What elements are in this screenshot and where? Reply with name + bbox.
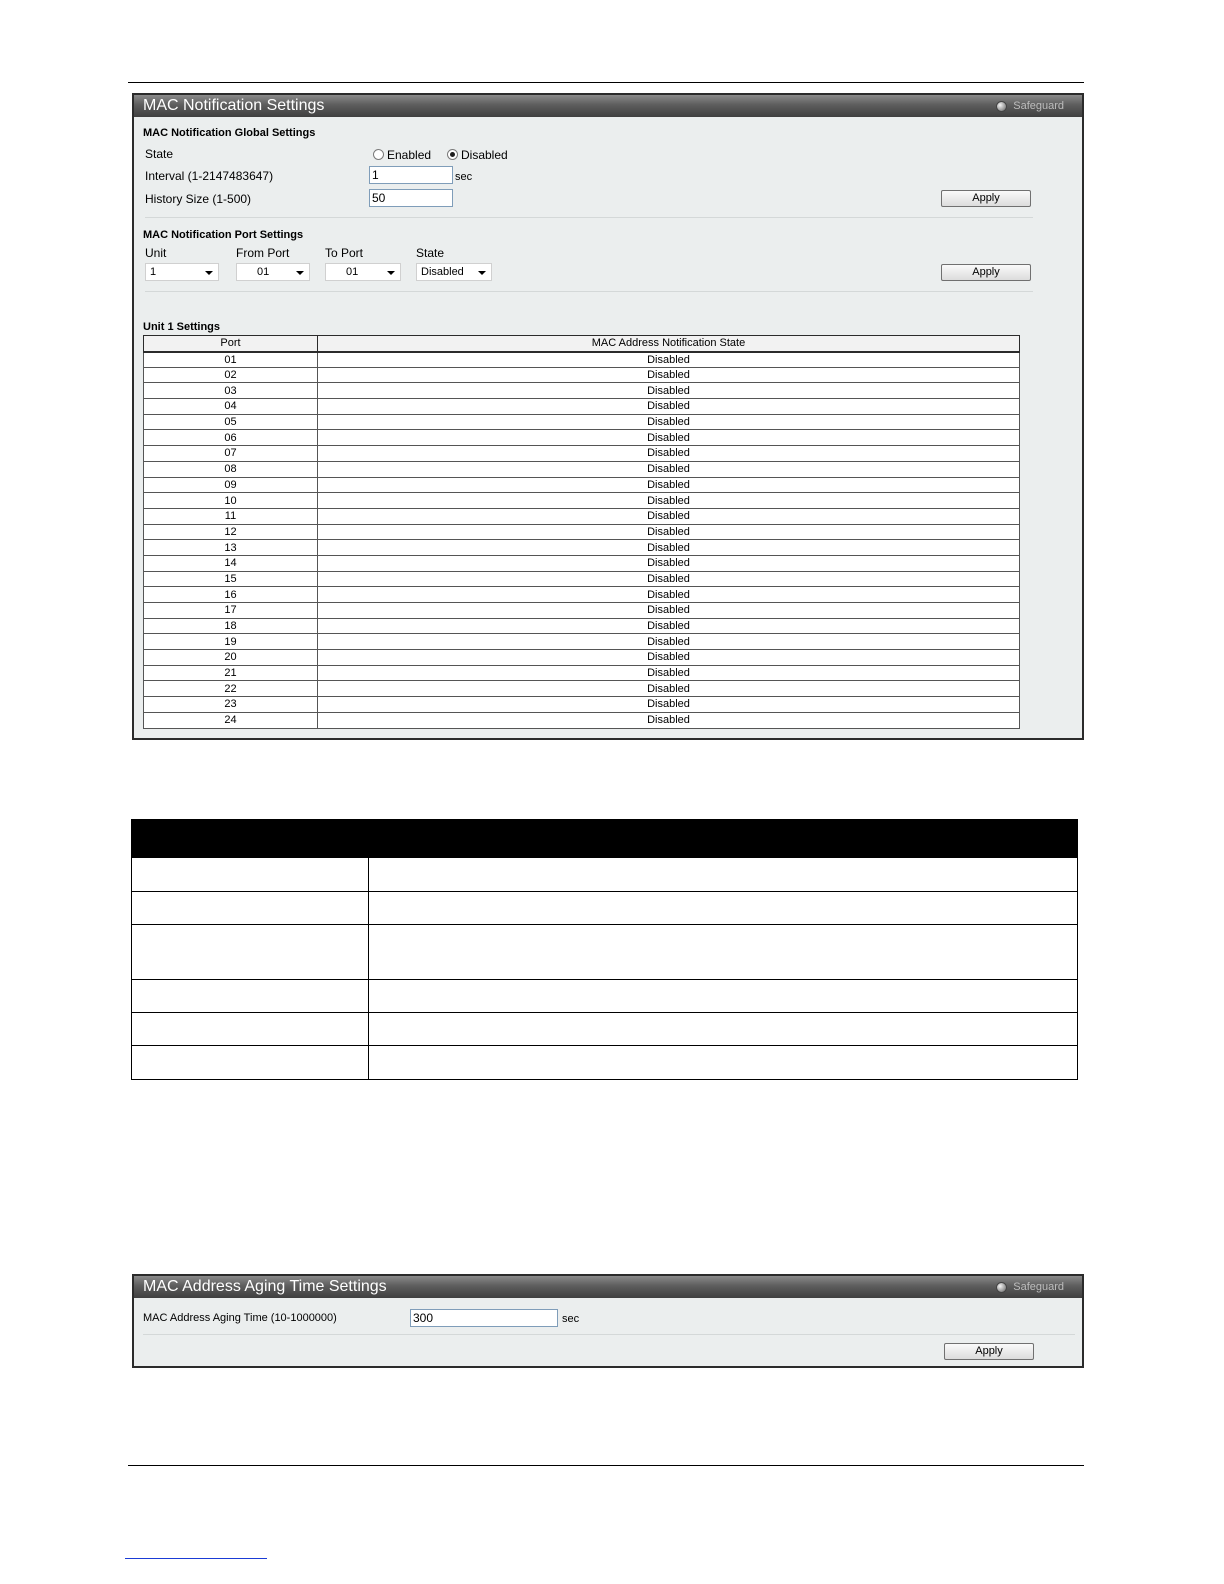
port-state-table <box>143 335 1020 729</box>
to-port-label: To Port <box>325 246 364 260</box>
top-rule <box>128 82 1084 83</box>
port-cell: 18 <box>144 618 318 634</box>
port-cell: 10 <box>144 493 318 509</box>
state-enabled-radio[interactable] <box>373 149 384 160</box>
panel-title: MAC Notification Settings <box>143 97 325 114</box>
chevron-down-icon <box>205 271 213 275</box>
table-row <box>144 430 1020 446</box>
table-cell <box>132 925 369 980</box>
state-cell: Disabled <box>318 399 1020 415</box>
state-cell: Disabled <box>318 587 1020 603</box>
description-header <box>369 820 1078 858</box>
state-enabled-label: Enabled <box>387 148 432 162</box>
table-row <box>144 712 1020 728</box>
port-cell: 08 <box>144 461 318 477</box>
table-cell <box>369 1013 1078 1046</box>
interval-input[interactable] <box>369 166 453 184</box>
table-row <box>144 399 1020 415</box>
state-cell: Disabled <box>318 477 1020 493</box>
column-header-state: MAC Address Notification State <box>318 336 1020 352</box>
state-cell: Disabled <box>318 571 1020 587</box>
table-cell <box>369 925 1078 980</box>
state-disabled-label: Disabled <box>461 148 508 162</box>
table-row <box>144 508 1020 524</box>
section-divider <box>143 1334 1075 1335</box>
unit-select-value: 1 <box>150 266 157 278</box>
table-row <box>144 697 1020 713</box>
to-port-select-value: 01 <box>346 266 359 278</box>
description-table <box>131 819 1078 1080</box>
port-cell: 17 <box>144 603 318 619</box>
panel-titlebar <box>134 95 1082 117</box>
table-row <box>144 587 1020 603</box>
table-cell <box>369 858 1078 892</box>
section-divider <box>145 217 1033 218</box>
table-row <box>144 681 1020 697</box>
state-cell: Disabled <box>318 681 1020 697</box>
table-cell <box>132 1046 369 1080</box>
state-cell: Disabled <box>318 524 1020 540</box>
table-row <box>144 650 1020 666</box>
safeguard-indicator <box>996 1279 1064 1295</box>
port-cell: 06 <box>144 430 318 446</box>
global-apply-button[interactable]: Apply <box>941 190 1031 207</box>
port-state-select-value: Disabled <box>421 266 464 278</box>
table-row <box>144 665 1020 681</box>
aging-apply-button[interactable]: Apply <box>944 1343 1034 1360</box>
port-cell: 16 <box>144 587 318 603</box>
table-row <box>144 603 1020 619</box>
panel-title: MAC Address Aging Time Settings <box>143 1278 387 1295</box>
table-cell <box>132 980 369 1013</box>
state-cell: Disabled <box>318 618 1020 634</box>
panel-titlebar <box>134 1276 1082 1298</box>
port-cell: 11 <box>144 508 318 524</box>
table-cell <box>132 858 369 892</box>
table-cell <box>369 980 1078 1013</box>
safeguard-indicator <box>996 98 1064 114</box>
table-row <box>144 524 1020 540</box>
state-cell: Disabled <box>318 540 1020 556</box>
port-cell: 13 <box>144 540 318 556</box>
to-port-select[interactable] <box>325 263 401 281</box>
table-row <box>144 352 1020 368</box>
history-size-label: History Size (1-500) <box>145 192 252 206</box>
unit-label: Unit <box>145 246 167 260</box>
unit-settings-heading: Unit 1 Settings <box>143 321 221 333</box>
port-cell: 03 <box>144 383 318 399</box>
table-row <box>144 461 1020 477</box>
port-cell: 21 <box>144 665 318 681</box>
state-cell: Disabled <box>318 603 1020 619</box>
table-row <box>144 634 1020 650</box>
port-cell: 22 <box>144 681 318 697</box>
column-header-port: Port <box>144 336 318 352</box>
port-settings-heading: MAC Notification Port Settings <box>143 229 304 241</box>
mac-aging-time-panel <box>132 1274 1084 1368</box>
port-cell: 02 <box>144 367 318 383</box>
interval-label: Interval (1-2147483647) <box>145 169 274 183</box>
table-row <box>144 383 1020 399</box>
state-cell: Disabled <box>318 665 1020 681</box>
table-row <box>144 555 1020 571</box>
state-label: State <box>145 147 174 161</box>
table-row <box>144 414 1020 430</box>
port-cell: 14 <box>144 555 318 571</box>
from-port-select-value: 01 <box>257 266 270 278</box>
port-cell: 12 <box>144 524 318 540</box>
state-disabled-radio[interactable] <box>447 149 458 160</box>
table-cell <box>132 892 369 925</box>
state-cell: Disabled <box>318 508 1020 524</box>
port-cell: 07 <box>144 446 318 462</box>
description-header <box>132 820 369 858</box>
table-cell <box>369 892 1078 925</box>
chevron-down-icon <box>478 271 486 275</box>
state-cell: Disabled <box>318 634 1020 650</box>
aging-time-unit: sec <box>562 1313 580 1325</box>
state-cell: Disabled <box>318 446 1020 462</box>
chevron-down-icon <box>387 271 395 275</box>
table-row <box>144 493 1020 509</box>
table-cell <box>132 1013 369 1046</box>
bottom-rule <box>128 1465 1084 1466</box>
from-port-label: From Port <box>236 246 290 260</box>
state-cell: Disabled <box>318 555 1020 571</box>
port-cell: 04 <box>144 399 318 415</box>
state-cell: Disabled <box>318 493 1020 509</box>
port-cell: 05 <box>144 414 318 430</box>
state-cell: Disabled <box>318 430 1020 446</box>
state-cell: Disabled <box>318 712 1020 728</box>
table-row <box>144 618 1020 634</box>
history-size-input[interactable] <box>369 189 453 207</box>
port-cell: 15 <box>144 571 318 587</box>
port-state-select[interactable] <box>416 263 492 281</box>
port-cell: 24 <box>144 712 318 728</box>
state-cell: Disabled <box>318 352 1020 368</box>
interval-unit: sec <box>455 171 473 183</box>
chevron-down-icon <box>296 271 304 275</box>
aging-time-input[interactable] <box>410 1309 558 1327</box>
safeguard-label: Safeguard <box>1013 1281 1064 1293</box>
port-cell: 01 <box>144 352 318 368</box>
global-settings-heading: MAC Notification Global Settings <box>143 127 316 139</box>
state-cell: Disabled <box>318 383 1020 399</box>
section-divider <box>145 291 1033 292</box>
state-cell: Disabled <box>318 414 1020 430</box>
table-row <box>144 446 1020 462</box>
from-port-select[interactable] <box>236 263 310 281</box>
safeguard-icon <box>996 1282 1007 1293</box>
port-cell: 20 <box>144 650 318 666</box>
port-cell: 23 <box>144 697 318 713</box>
state-cell: Disabled <box>318 697 1020 713</box>
aging-time-label: MAC Address Aging Time (10-1000000) <box>143 1312 337 1324</box>
state-cell: Disabled <box>318 650 1020 666</box>
state-cell: Disabled <box>318 367 1020 383</box>
mac-notification-panel <box>132 93 1084 740</box>
port-table-body <box>144 352 1020 729</box>
unit-select[interactable] <box>145 263 219 281</box>
table-row <box>144 367 1020 383</box>
port-apply-button[interactable]: Apply <box>941 264 1031 281</box>
table-row <box>144 477 1020 493</box>
footer-link-underline <box>125 1558 267 1559</box>
port-state-label: State <box>416 246 445 260</box>
table-row <box>144 540 1020 556</box>
safeguard-label: Safeguard <box>1013 100 1064 112</box>
port-cell: 19 <box>144 634 318 650</box>
safeguard-icon <box>996 101 1007 112</box>
port-cell: 09 <box>144 477 318 493</box>
state-cell: Disabled <box>318 461 1020 477</box>
table-cell <box>369 1046 1078 1080</box>
table-row <box>144 571 1020 587</box>
